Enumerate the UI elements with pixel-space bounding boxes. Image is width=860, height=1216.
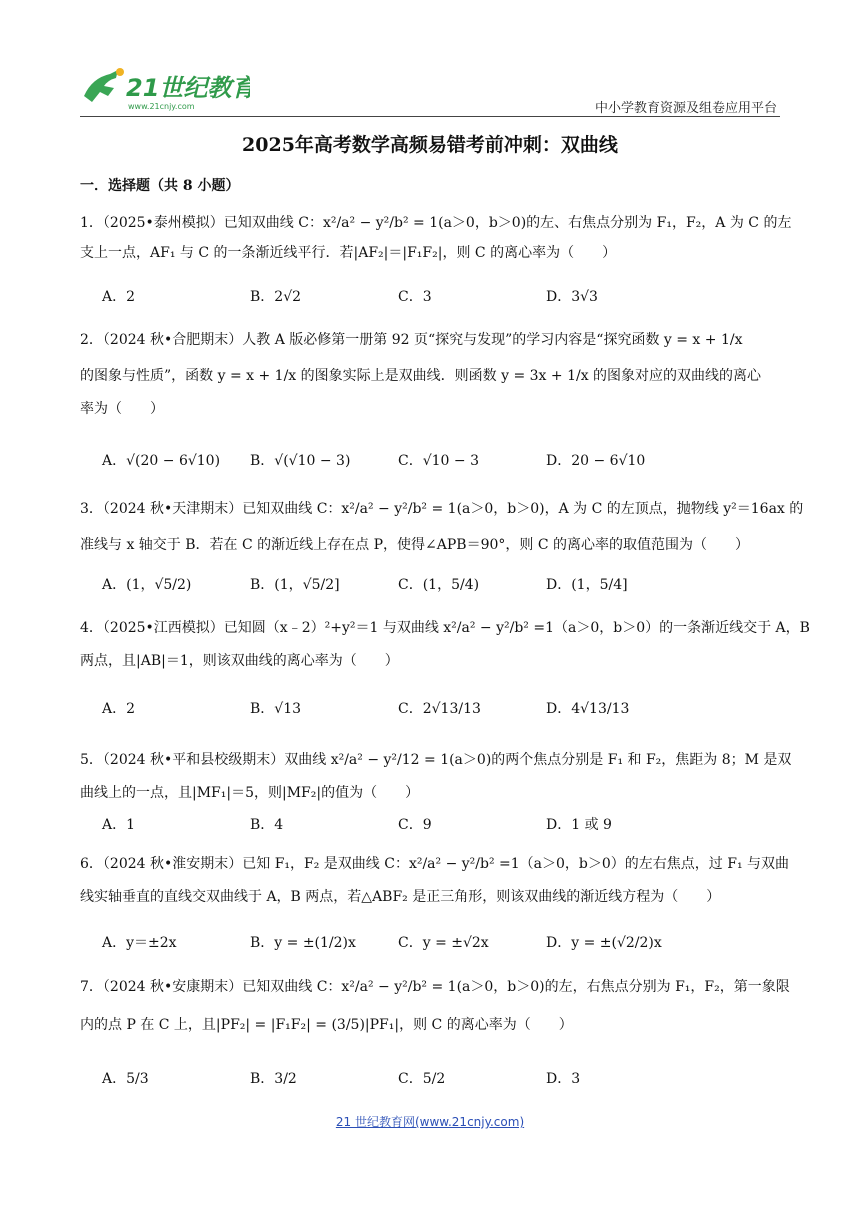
question-line: 的图象与性质”，函数 y = x + 1/x 的图象实际上是双曲线．则函数 y = 3x + 1/x 的图象对应的双曲线的离心 xyxy=(80,368,762,384)
question-line: 准线与 x 轴交于 B．若在 C 的渐近线上存在点 P，使得∠APB＝90°，则 C 的离心率的取值范围为（ ） xyxy=(80,537,749,553)
header-rule xyxy=(80,116,780,117)
question-line: 4．（2025•江西模拟）已知圆（x﹣2）²+y²＝1 与双曲线 x²/a² − y²/b² =1（a＞0，b＞0）的一条渐近线交于 A，B xyxy=(80,620,810,636)
logo xyxy=(80,66,250,112)
option-d[interactable]: D．3√3 xyxy=(546,289,598,305)
options-1 xyxy=(102,286,780,306)
svg-text:www.21cnjy.com: www.21cnjy.com xyxy=(128,102,195,111)
option-b[interactable]: B．(1，√5/2] xyxy=(250,577,340,593)
footer-link[interactable]: 21 世纪教育网(www.21cnjy.com) xyxy=(335,1115,525,1129)
option-a[interactable]: A．2 xyxy=(102,701,136,717)
option-c[interactable]: C．2√13/13 xyxy=(398,701,481,717)
question-line: 率为（ ） xyxy=(80,401,164,417)
question-line: 2．（2024 秋•合肥期末）人教 A 版必修第一册第 92 页“探究与发现”的学习内容是“探究函数 y = x + 1/x xyxy=(80,332,743,348)
option-c[interactable]: C．5/2 xyxy=(398,1071,446,1087)
question-3 xyxy=(80,490,804,562)
option-b[interactable]: B．3/2 xyxy=(250,1071,297,1087)
option-c[interactable]: C．y = ±√2x xyxy=(398,935,489,951)
option-b[interactable]: B．√13 xyxy=(250,701,302,717)
question-line: 两点，且|AB|＝1，则该双曲线的离心率为（ ） xyxy=(80,653,399,669)
question-6 xyxy=(80,846,790,912)
option-b[interactable]: B．√(√10 − 3) xyxy=(250,453,351,469)
question-5 xyxy=(80,742,792,808)
option-d[interactable]: D．4√13/13 xyxy=(546,701,630,717)
platform-name: 中小学教育资源及组卷应用平台 xyxy=(594,101,777,116)
options-3 xyxy=(102,574,780,594)
option-b[interactable]: B．4 xyxy=(250,817,284,833)
section-heading: 一．选择题（共 8 小题） xyxy=(80,178,240,194)
option-b[interactable]: B．2√2 xyxy=(250,289,302,305)
option-d[interactable]: D．(1，5/4] xyxy=(546,577,628,593)
question-2 xyxy=(80,322,780,424)
option-d[interactable]: D．3 xyxy=(546,1071,581,1087)
question-line: 支上一点，AF₁ 与 C 的一条渐近线平行．若|AF₂|＝|F₁F₂|，则 C 的离心率为（ ） xyxy=(80,245,617,261)
question-line: 7．（2024 秋•安康期末）已知双曲线 C：x²/a² − y²/b² = 1(a＞0，b＞0)的左，右焦点分别为 F₁，F₂，第一象限 xyxy=(80,979,790,995)
question-line: 5．（2024 秋•平和县校级期末）双曲线 x²/a² − y²/12 = 1(a＞0)的两个焦点分别是 F₁ 和 F₂，焦距为 8；M 是双 xyxy=(80,752,792,768)
question-line: 内的点 P 在 C 上，且|PF₂| = |F₁F₂| = (3/5)|PF₁|，则 C 的离心率为（ ） xyxy=(80,1017,573,1033)
question-line: 曲线上的一点，且|MF₁|＝5，则|MF₂|的值为（ ） xyxy=(80,785,420,801)
option-c[interactable]: C．(1，5/4) xyxy=(398,577,480,593)
option-a[interactable]: A．1 xyxy=(102,817,136,833)
option-c[interactable]: C．3 xyxy=(398,289,432,305)
option-b[interactable]: B．y = ±(1/2)x xyxy=(250,935,356,951)
question-4 xyxy=(80,610,810,676)
option-c[interactable]: C．9 xyxy=(398,817,432,833)
option-c[interactable]: C．√10 − 3 xyxy=(398,453,479,469)
option-d[interactable]: D．20 − 6√10 xyxy=(546,453,646,469)
question-line: 6．（2024 秋•淮安期末）已知 F₁，F₂ 是双曲线 C：x²/a² − y²/b² =1（a＞0，b＞0）的左右焦点，过 F₁ 与双曲 xyxy=(80,856,790,872)
option-a[interactable]: A．2 xyxy=(102,289,136,305)
page-title: 2025年高考数学高频易错考前冲刺：双曲线 xyxy=(242,134,618,156)
option-d[interactable]: D．y = ±(√2/2)x xyxy=(546,935,662,951)
runner-logo-icon xyxy=(80,66,250,112)
option-d[interactable]: D．1 或 9 xyxy=(546,817,612,833)
options-6 xyxy=(102,932,780,952)
option-a[interactable]: A．5/3 xyxy=(102,1071,149,1087)
option-a[interactable]: A．(1，√5/2) xyxy=(102,577,192,593)
question-line: 3．（2024 秋•天津期末）已知双曲线 C：x²/a² − y²/b² = 1(a＞0，b＞0)，A 为 C 的左顶点，抛物线 y²＝16ax 的 xyxy=(80,501,804,517)
question-line: 线实轴垂直的直线交双曲线于 A，B 两点，若△ABF₂ 是正三角形，则该双曲线的渐近线方程为（ ） xyxy=(80,889,721,905)
options-7 xyxy=(102,1068,780,1088)
question-7 xyxy=(80,968,790,1044)
svg-text:21世纪教育: 21世纪教育 xyxy=(126,74,250,102)
options-5 xyxy=(102,814,780,834)
options-2 xyxy=(102,450,780,470)
question-line: 1．（2025•泰州模拟）已知双曲线 C：x²/a² − y²/b² = 1(a＞0，b＞0)的左、右焦点分别为 F₁，F₂，A 为 C 的左 xyxy=(80,215,792,231)
question-1 xyxy=(80,208,792,268)
option-a[interactable]: A．y＝±2x xyxy=(102,935,177,951)
options-4 xyxy=(102,698,780,718)
option-a[interactable]: A．√(20 − 6√10) xyxy=(102,453,221,469)
